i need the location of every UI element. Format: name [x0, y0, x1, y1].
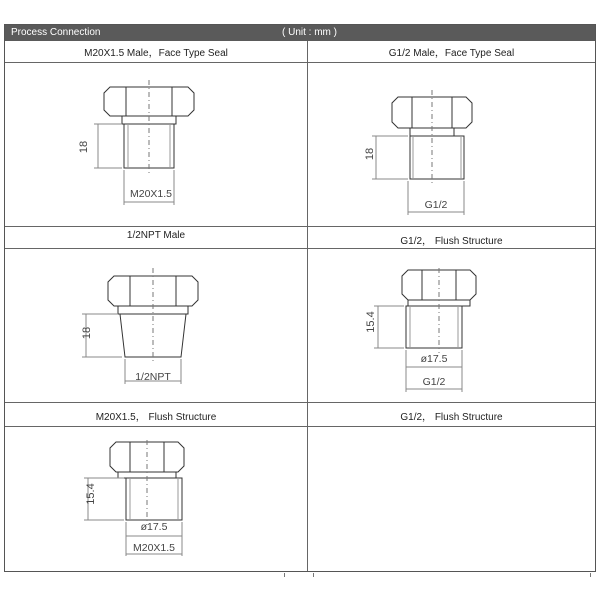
thread-dimension: G1/2	[424, 199, 448, 211]
border-tick	[590, 573, 591, 577]
caption-g12-flush-2: G1/2， Flush Structure	[400, 412, 503, 423]
border-tick	[313, 573, 314, 577]
border-tick	[284, 573, 285, 577]
caption-g12-face-seal: G1/2 Male，Face Type Seal	[388, 48, 515, 59]
thread-dimension: G1/2	[422, 376, 446, 388]
caption-npt-male: 1/2NPT Male	[126, 230, 186, 241]
table-title: Process Connection	[11, 27, 101, 38]
caption-m20-flush: M20X1.5， Flush Structure	[95, 412, 217, 423]
diameter-dimension: ø17.5	[140, 521, 168, 533]
diameter-dimension: ø17.5	[420, 353, 448, 365]
height-dimension: 15.4	[85, 483, 97, 505]
row-divider	[5, 402, 595, 403]
thread-dimension: 1/2NPT	[135, 371, 171, 383]
caption-m20-face-seal: M20X1.5 Male，Face Type Seal	[84, 48, 228, 59]
caption-g12-flush: G1/2， Flush Structure	[400, 236, 503, 247]
height-dimension: 18	[364, 147, 376, 161]
table-header	[5, 25, 595, 41]
row-divider	[5, 62, 595, 63]
row-divider	[5, 426, 595, 427]
height-dimension: 15.4	[365, 311, 377, 333]
row-divider	[5, 226, 595, 227]
row-divider	[5, 248, 595, 249]
height-dimension: 18	[78, 140, 90, 154]
unit-label: ( Unit : mm )	[282, 27, 337, 38]
thread-dimension: M20X1.5	[132, 542, 176, 554]
height-dimension: 18	[81, 326, 93, 340]
column-divider	[307, 41, 308, 571]
thread-dimension: M20X1.5	[129, 188, 173, 200]
